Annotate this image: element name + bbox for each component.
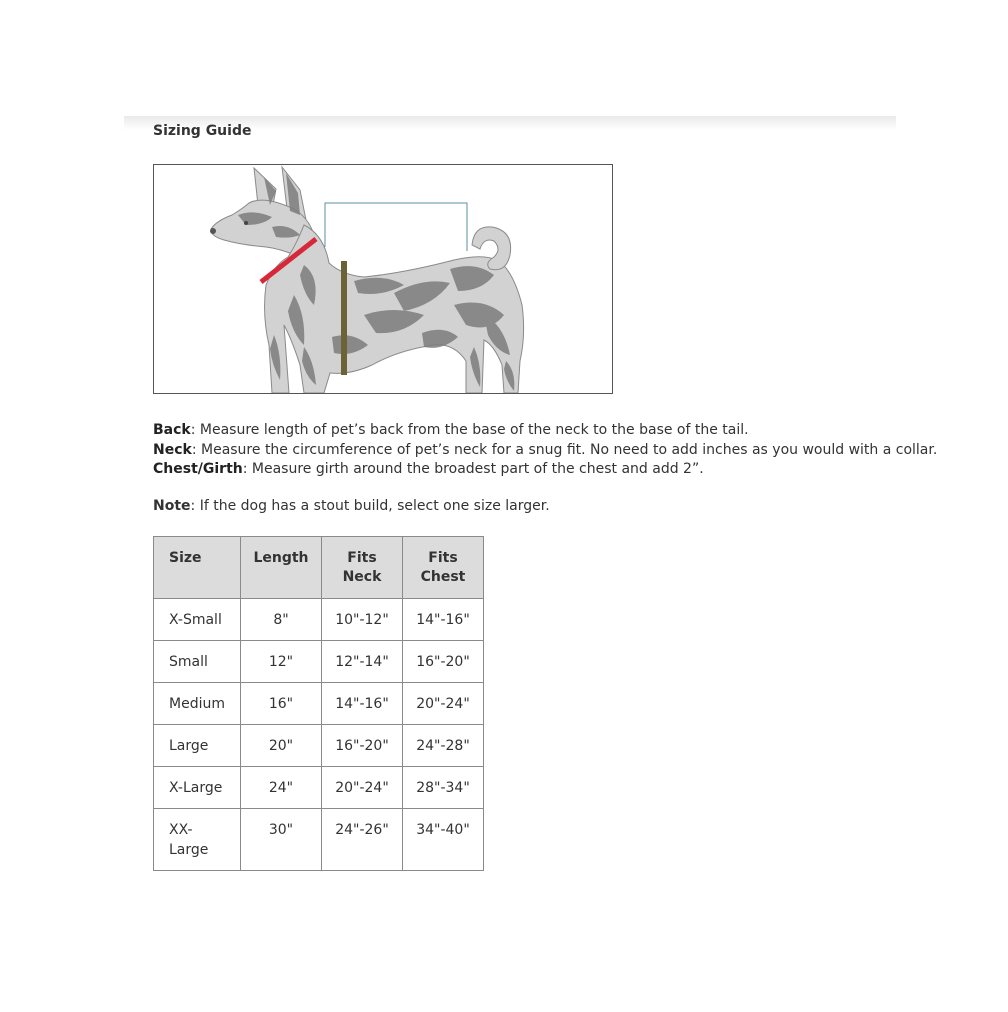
header-fits-chest [403, 537, 484, 599]
dog-nose [210, 228, 216, 234]
cell-neck: 24"-26" [322, 809, 403, 871]
cell-neck: 14"-16" [322, 683, 403, 725]
cell-length: 16" [241, 683, 322, 725]
measurement-descriptions [153, 421, 937, 480]
note-text: : If the dog has a stout build, select one size larger. [190, 498, 550, 514]
dog-eye [244, 221, 248, 225]
cell-size: Large [154, 725, 241, 767]
header-neck-line2: Neck [342, 569, 382, 585]
dog-illustration [154, 165, 612, 393]
neck-description [153, 441, 937, 461]
cell-length: 12" [241, 641, 322, 683]
header-size: Size [154, 537, 241, 599]
cell-length: 8" [241, 599, 322, 641]
note-label: Note [153, 498, 191, 514]
cell-neck: 10"-12" [322, 599, 403, 641]
neck-label: Neck [153, 441, 192, 458]
neck-text: : Measure the circumference of pet’s neck for a snug fit. No need to add inches as you would with a collar. [191, 441, 938, 458]
header-neck-line1: Fits [347, 550, 377, 566]
table-header-row [154, 537, 484, 599]
back-measurement-bracket [325, 203, 467, 251]
header-chest-line2: Chest [420, 569, 466, 585]
table-row [154, 767, 484, 809]
cell-chest: 20"-24" [403, 683, 484, 725]
table-row [154, 809, 484, 871]
cell-size: Small [154, 641, 241, 683]
header-fits-neck [322, 537, 403, 599]
cell-length: 30" [241, 809, 322, 871]
cell-chest: 16"-20" [403, 641, 484, 683]
cell-chest: 28"-34" [403, 767, 484, 809]
chest-girth-bar [341, 261, 347, 375]
cell-size: X-Small [154, 599, 241, 641]
back-label: Back [153, 422, 191, 438]
back-text: : Measure length of pet’s back from the base of the neck to the base of the tail. [190, 422, 749, 438]
table-row [154, 725, 484, 767]
cell-neck: 16"-20" [322, 725, 403, 767]
chest-text: : Measure girth around the broadest part of the chest and add 2”. [242, 461, 704, 477]
cell-chest: 34"-40" [403, 809, 484, 871]
cell-size-line2: Large [169, 842, 209, 858]
cell-length: 20" [241, 725, 322, 767]
page-title: Sizing Guide [153, 123, 252, 139]
chest-label: Chest/Girth [153, 461, 243, 477]
size-table [153, 536, 484, 871]
cell-neck: 20"-24" [322, 767, 403, 809]
cell-neck: 12"-14" [322, 641, 403, 683]
cell-size: Medium [154, 683, 241, 725]
cell-chest: 24"-28" [403, 725, 484, 767]
table-row [154, 683, 484, 725]
table-row [154, 641, 484, 683]
header-chest-line1: Fits [428, 550, 458, 566]
cell-chest: 14"-16" [403, 599, 484, 641]
header-length: Length [241, 537, 322, 599]
chest-description [153, 460, 937, 480]
note [153, 498, 550, 514]
cell-length: 24" [241, 767, 322, 809]
back-description [153, 421, 937, 441]
cell-size: X-Large [154, 767, 241, 809]
table-row [154, 599, 484, 641]
cell-size-line1: XX- [169, 822, 193, 838]
dog-measurement-figure [153, 164, 613, 394]
cell-size [154, 809, 241, 871]
